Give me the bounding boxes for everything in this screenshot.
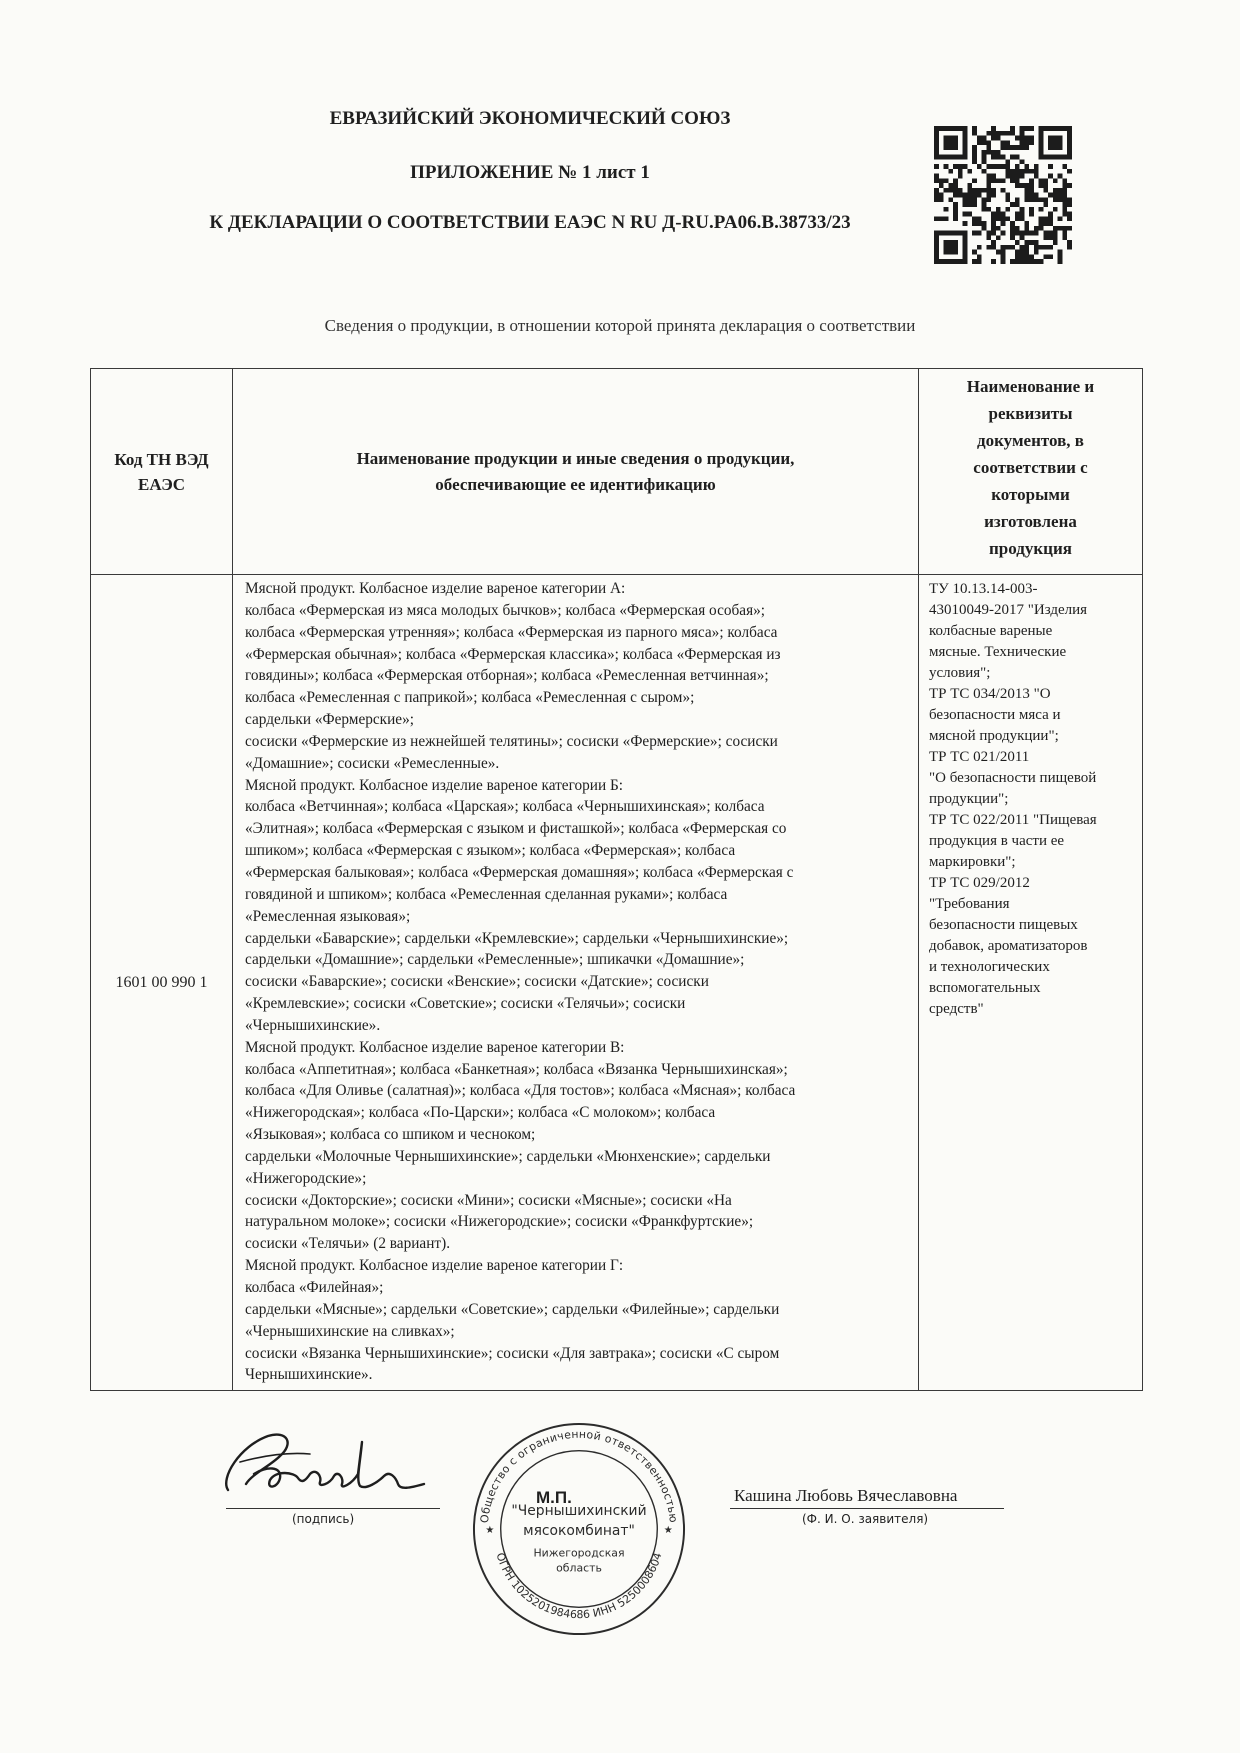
stamp-bottom-text: ОГРН 1025201984686 ИНН 5250008604 bbox=[493, 1551, 665, 1622]
description-line: «Чернышихинские». bbox=[245, 1016, 381, 1034]
document-line: условия"; bbox=[929, 665, 991, 681]
description-line: Мясной продукт. Колбасное изделие вареное категории Г: bbox=[245, 1257, 624, 1275]
description-line: «Нижегородские»; bbox=[245, 1169, 367, 1187]
description-line: сосиски «Телячьи» (2 вариант). bbox=[245, 1235, 451, 1253]
description-line: сосиски «Баварские»; сосиски «Венские»; сосиски «Датские»; сосиски bbox=[245, 973, 709, 991]
svg-text:★: ★ bbox=[663, 1524, 673, 1536]
description-line: «Чернышихинские на сливках»; bbox=[245, 1322, 455, 1340]
company-seal bbox=[470, 1420, 688, 1638]
description-line: говядины»; колбаса «Фермерская отборная»; колбаса «Ремесленная ветчинная»; bbox=[245, 667, 769, 685]
document-line: 43010049-2017 "Изделия bbox=[929, 602, 1088, 618]
header-docs-line: реквизиты bbox=[988, 404, 1073, 423]
description-line: колбаса «Фермерская из мяса молодых бычков»; колбаса «Фермерская особая»; bbox=[245, 601, 766, 619]
appendix-title: ПРИЛОЖЕНИЕ № 1 лист 1 bbox=[410, 162, 650, 183]
svg-text:★: ★ bbox=[485, 1524, 495, 1536]
qr-code-icon bbox=[934, 126, 1072, 264]
description-line: «Языковая»; колбаса со шпиком и чесноком; bbox=[245, 1126, 536, 1144]
header-code-line: Код ТН ВЭД bbox=[114, 449, 209, 469]
description-line: сардельки «Фермерские»; bbox=[245, 711, 414, 729]
header-docs-line: Наименование и bbox=[966, 377, 1095, 396]
description-line: сардельки «Молочные Чернышихинские»; сардельки «Мюнхенские»; сардельки bbox=[245, 1147, 771, 1165]
hs-code-cell: 1601 00 990 1 bbox=[91, 575, 233, 1391]
document-line: мясной продукции"; bbox=[929, 728, 1059, 744]
description-line: «Фермерская балыковая»; колбаса «Фермерская домашняя»; колбаса «Фермерская с bbox=[245, 863, 794, 881]
document-line: колбасные вареные bbox=[929, 623, 1053, 639]
stamp-region-line2: область bbox=[556, 1561, 602, 1575]
header-documents bbox=[919, 369, 1143, 575]
description-line: «Кремлевские»; сосиски «Советские»; сосиски «Телячьи»; сосиски bbox=[245, 995, 686, 1013]
document-line: маркировки"; bbox=[929, 854, 1016, 870]
description-line: говядиной и шпиком»; колбаса «Ремесленная сделанная руками»; колбаса bbox=[245, 885, 728, 903]
document-line: продукция в части ее bbox=[929, 833, 1065, 849]
stamp-place-label: М.П. bbox=[536, 1488, 572, 1507]
description-line: колбаса «Аппетитная»; колбаса «Банкетная»; колбаса «Вязанка Чернышихинская»; bbox=[245, 1060, 788, 1078]
description-line: сосиски «Фермерские из нежнейшей телятины»; сосиски «Фермерские»; сосиски bbox=[245, 732, 778, 750]
union-title: ЕВРАЗИЙСКИЙ ЭКОНОМИЧЕСКИЙ СОЮЗ bbox=[329, 108, 731, 129]
document-line: безопасности мяса и bbox=[929, 707, 1061, 723]
description-line: сосиски «Вязанка Чернышихинские»; сосиски «Для завтрака»; сосиски «С сыром bbox=[245, 1344, 780, 1362]
applicant-line bbox=[730, 1508, 1004, 1509]
description-line: «Нижегородская»; колбаса «По-Царски»; колбаса «С молоком»; колбаса bbox=[245, 1104, 716, 1122]
table-row bbox=[91, 575, 1143, 1391]
applicant-name: Кашина Любовь Вячеславовна bbox=[734, 1486, 958, 1505]
stamp-outer-text: Общество с ограниченной ответственностью bbox=[477, 1427, 681, 1524]
header-docs-line: соответствии с bbox=[973, 458, 1088, 477]
document-line: и технологических bbox=[929, 959, 1050, 975]
document-line: безопасности пищевых bbox=[929, 917, 1078, 933]
header-docs-line: которыми bbox=[991, 485, 1070, 504]
product-table bbox=[90, 368, 1143, 1391]
document-line: средств" bbox=[929, 1001, 984, 1017]
document-line: ТР ТС 022/2011 "Пищевая bbox=[929, 812, 1097, 828]
product-description-cell bbox=[233, 575, 919, 1391]
stamp-company-line1: "Чернышихинский bbox=[511, 1503, 647, 1520]
documents-cell bbox=[919, 575, 1143, 1391]
description-line: Чернышихинские». bbox=[245, 1366, 373, 1384]
description-line: сардельки «Баварские»; сардельки «Кремлевские»; сардельки «Чернышихинские»; bbox=[245, 929, 789, 947]
table-header-row bbox=[91, 369, 1143, 575]
header-docs-line: документов, в bbox=[977, 431, 1084, 450]
description-line: сардельки «Мясные»; сардельки «Советские»; сардельки «Филейные»; сардельки bbox=[245, 1300, 780, 1318]
document-line: ТР ТС 029/2012 bbox=[929, 875, 1030, 891]
signature-caption: (подпись) bbox=[292, 1512, 355, 1526]
stamp-company-line2: мясокомбинат" bbox=[523, 1522, 635, 1539]
header-name-line: Наименование продукции и иные сведения о продукции, bbox=[356, 448, 795, 468]
header-name-line: обеспечивающие ее идентификацию bbox=[435, 474, 716, 494]
description-line: сардельки «Домашние»; сардельки «Ремесленные»; шпикачки «Домашние»; bbox=[245, 951, 745, 969]
subtitle: Сведения о продукции, в отношении которой принята декларация о соответствии bbox=[324, 316, 916, 335]
description-line: «Домашние»; сосиски «Ремесленные». bbox=[245, 754, 500, 772]
description-line: Мясной продукт. Колбасное изделие вареное категории В: bbox=[245, 1038, 625, 1056]
handwritten-signature bbox=[210, 1418, 440, 1508]
description-line: «Фермерская обычная»; колбаса «Фермерская классика»; колбаса «Фермерская из bbox=[245, 645, 781, 663]
document-line: ТР ТС 034/2013 "О bbox=[929, 686, 1051, 702]
description-line: сосиски «Докторские»; сосиски «Мини»; сосиски «Мясные»; сосиски «На bbox=[245, 1191, 732, 1209]
document-line: вспомогательных bbox=[929, 980, 1041, 996]
document-line: ТУ 10.13.14-003- bbox=[929, 581, 1038, 597]
document-line: добавок, ароматизаторов bbox=[929, 938, 1088, 954]
document-line: ТР ТС 021/2011 bbox=[929, 749, 1030, 765]
header-docs-line: изготовлена bbox=[984, 512, 1077, 531]
description-line: шпиком»; колбаса «Фермерская с языком»; колбаса «Фермерская»; колбаса bbox=[245, 842, 736, 860]
declaration-reference: К ДЕКЛАРАЦИИ О СООТВЕТСТВИИ ЕАЭС N RU Д-RU.PA06.B.38733/23 bbox=[209, 212, 851, 233]
header-code bbox=[91, 369, 233, 575]
description-line: «Ремесленная языковая»; bbox=[245, 907, 411, 925]
description-line: колбаса «Ремесленная с паприкой»; колбаса «Ремесленная с сыром»; bbox=[245, 689, 695, 707]
description-line: натуральном молоке»; сосиски «Нижегородские»; сосиски «Франкфуртские»; bbox=[245, 1213, 754, 1231]
document-line: "Требования bbox=[929, 896, 1010, 912]
document-line: "О безопасности пищевой bbox=[929, 770, 1097, 786]
header-code-line: ЕАЭС bbox=[138, 474, 185, 494]
description-line: «Элитная»; колбаса «Фермерская с языком и фисташкой»; колбаса «Фермерская со bbox=[245, 820, 787, 838]
description-line: колбаса «Фермерская утренняя»; колбаса «Фермерская из парного мяса»; колбаса bbox=[245, 623, 778, 641]
description-line: Мясной продукт. Колбасное изделие вареное категории А: bbox=[245, 580, 626, 597]
description-line: колбаса «Для Оливье (салатная)»; колбаса «Для тостов»; колбаса «Мясная»; колбаса bbox=[245, 1082, 796, 1100]
document-line: продукции"; bbox=[929, 791, 1009, 807]
header-docs-line: продукция bbox=[989, 539, 1072, 558]
applicant-caption: (Ф. И. О. заявителя) bbox=[802, 1512, 929, 1526]
description-line: колбаса «Ветчинная»; колбаса «Царская»; колбаса «Чернышихинская»; колбаса bbox=[245, 798, 765, 816]
document-line: мясные. Технические bbox=[929, 644, 1067, 660]
header-product-name bbox=[233, 369, 919, 575]
description-line: Мясной продукт. Колбасное изделие вареное категории Б: bbox=[245, 776, 624, 794]
signature-line bbox=[226, 1508, 440, 1509]
description-line: колбаса «Филейная»; bbox=[245, 1279, 384, 1296]
stamp-region-line1: Нижегородская bbox=[533, 1546, 625, 1560]
